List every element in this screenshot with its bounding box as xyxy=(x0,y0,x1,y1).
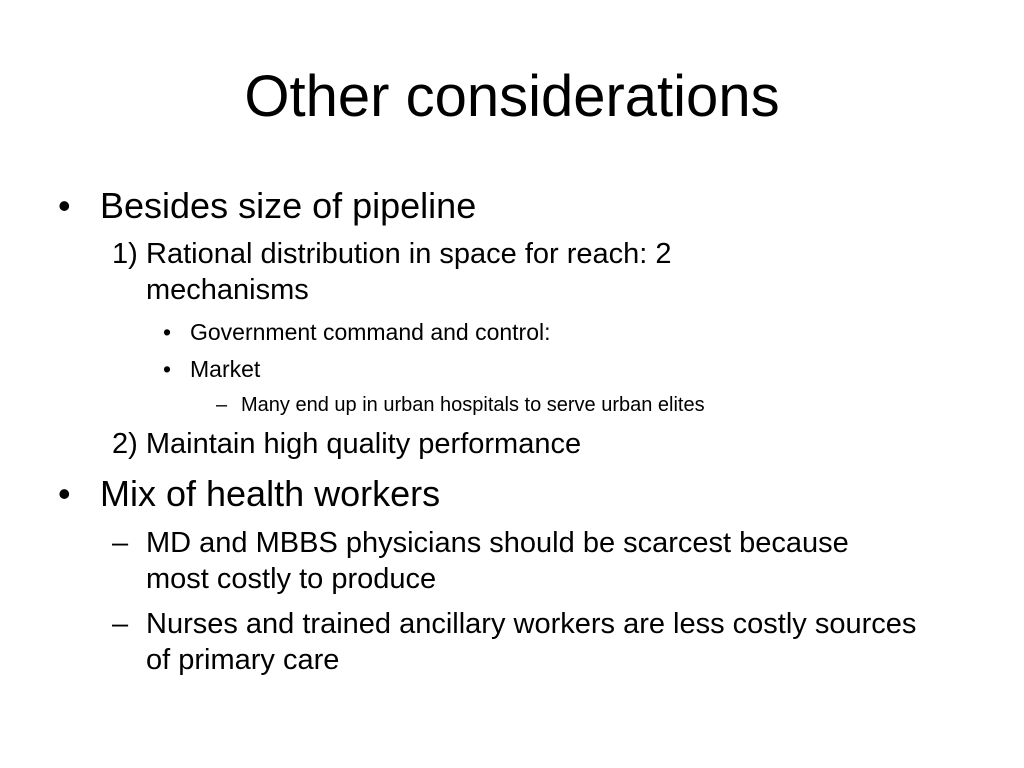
numbered-text xyxy=(112,426,812,462)
bullet-marker: • xyxy=(163,356,172,382)
sub-bullet-item xyxy=(163,355,863,383)
dash-item xyxy=(112,606,942,678)
number-marker: 2) xyxy=(112,428,138,460)
dash-text: Nurses and trained ancillary workers are less costly sources of primary care xyxy=(146,608,917,676)
bullet-text: Besides size of pipeline xyxy=(100,185,477,226)
slide-title: Other considerations xyxy=(244,64,780,129)
sub-bullet-text: Government command and control: xyxy=(190,319,551,345)
dash-marker: – xyxy=(112,608,129,640)
bullet-text: Mix of health workers xyxy=(100,473,441,514)
numbered-text-body: Maintain high quality performance xyxy=(145,428,582,460)
sub-bullet-text: Market xyxy=(190,356,261,382)
dash-item xyxy=(112,525,882,597)
bullet-marker: • xyxy=(163,319,172,345)
sub-sub-bullet-text: Many end up in urban hospitals to serve urban elites xyxy=(241,394,705,416)
dash-marker: – xyxy=(112,527,129,559)
bullet-item xyxy=(58,475,958,513)
dash-marker: – xyxy=(216,394,228,416)
bullet-marker: • xyxy=(58,473,71,514)
numbered-item xyxy=(112,426,812,462)
dash-text: MD and MBBS physicians should be scarcest because most costly to produce xyxy=(146,527,849,595)
numbered-text: Rational distribution in space for reach: 2 mechanisms xyxy=(146,238,672,306)
sub-sub-bullet-item xyxy=(216,393,916,417)
numbered-item xyxy=(112,236,812,308)
number-marker: 1) xyxy=(112,238,138,270)
bullet-marker: • xyxy=(58,185,71,226)
sub-bullet-item xyxy=(163,318,863,346)
bullet-item xyxy=(58,187,958,225)
